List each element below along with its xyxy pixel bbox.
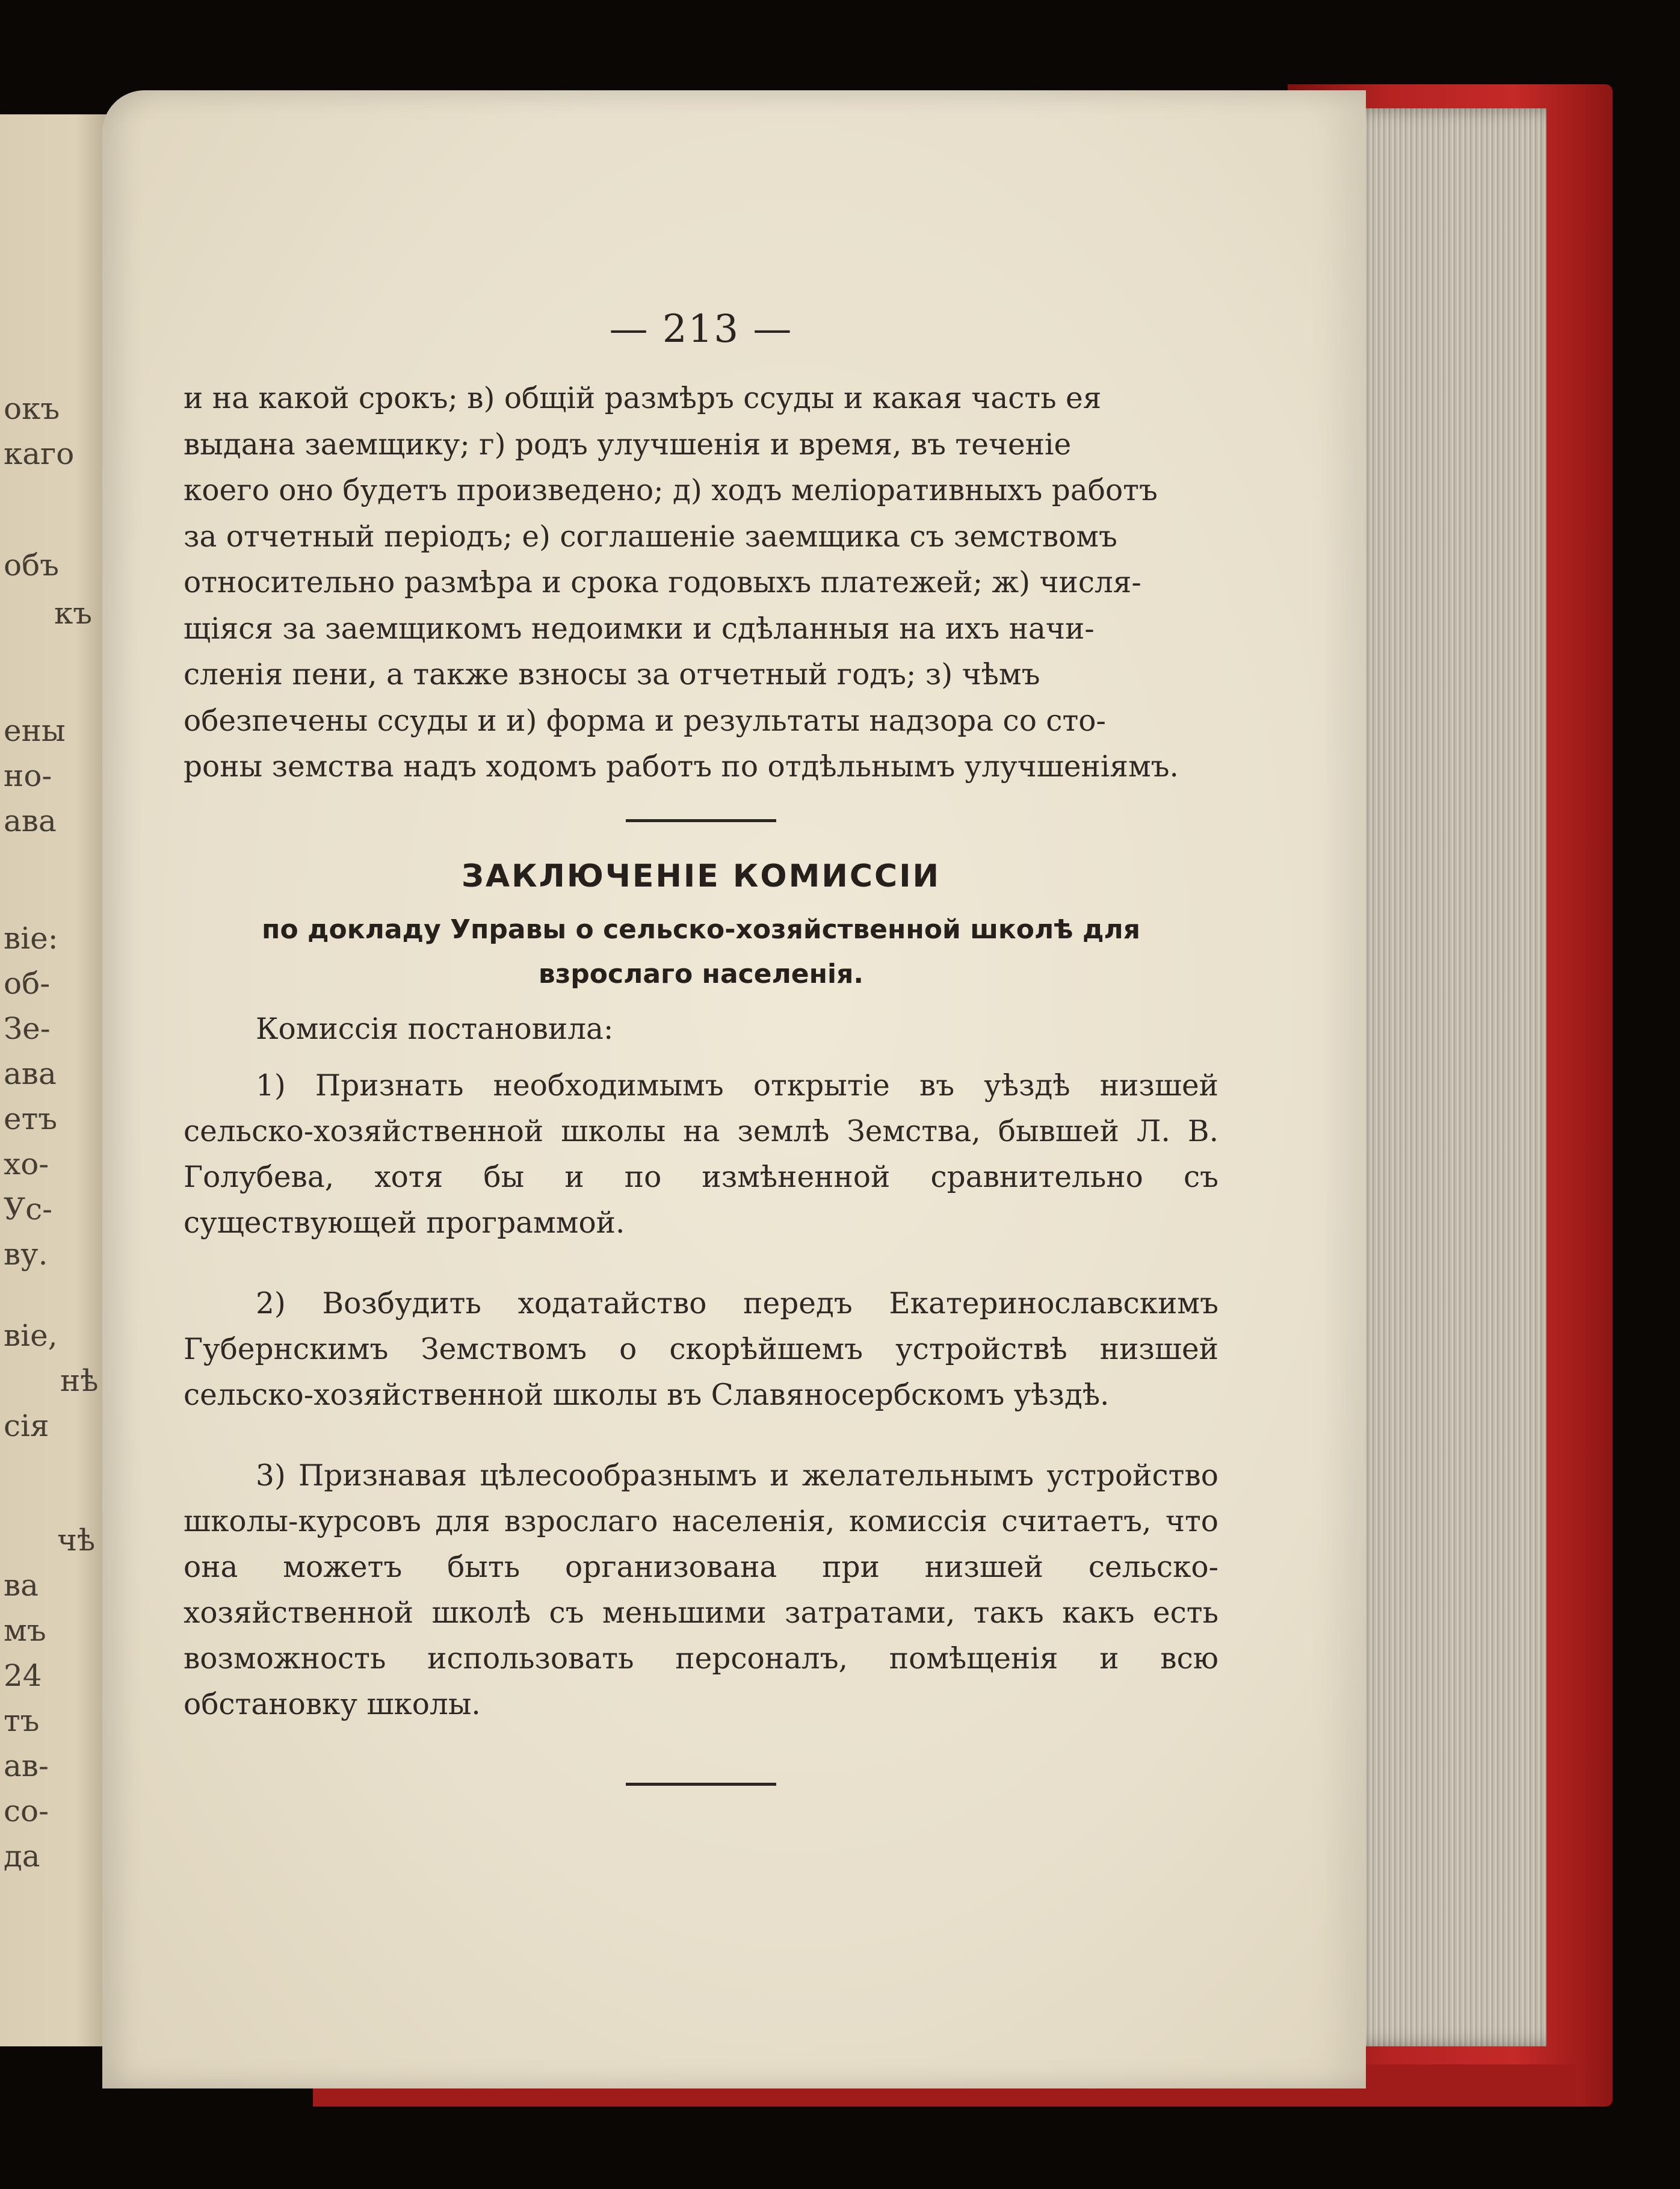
resolution-item-3: 3) Признавая цѣлесообразнымъ и желательнымъ устройство школы-курсовъ для взрослаго населенія, комиссія считаетъ, что она можетъ быть организована при низшей сельско-хозяйственной школѣ съ меньшими затратами, такъ какъ есть возможность использовать персоналъ, помѣщенія и всю обстановку школы.	[184, 1458, 1218, 1721]
end-divider	[626, 1783, 776, 1786]
page-number: — 213 —	[609, 307, 793, 351]
book-page	[102, 90, 1366, 2088]
section-subheading: по докладу Управы о сельско-хозяйственной школѣ для взрослаго населенія.	[262, 914, 1140, 989]
left-fragment: хо-	[4, 1147, 49, 1181]
paragraph-line: сленія пени, а также взносы за отчетный годъ; з) чѣмъ	[184, 658, 1040, 692]
left-fragment: віе,	[4, 1318, 58, 1353]
left-fragment: каго	[4, 436, 75, 471]
left-fragment: етъ	[4, 1101, 58, 1136]
left-fragment: сія	[4, 1408, 49, 1443]
paragraph-line: обезпечены ссуды и и) форма и результаты надзора со сто-	[184, 704, 1106, 738]
resolution-item-2: 2) Возбудить ходатайство передъ Екатеринославскимъ Губернскимъ Земствомъ о скорѣйшемъ устройствѣ низшей сельско-хозяйственной школы въ Славяносербскомъ уѣздѣ.	[184, 1286, 1218, 1412]
left-fragment: ву.	[4, 1237, 48, 1272]
paragraph-line: роны земства надъ ходомъ работъ по отдѣльнымъ улучшеніямъ.	[184, 750, 1179, 784]
left-fragment: ав-	[4, 1748, 49, 1783]
paragraph-line: коего оно будетъ произведено; д) ходъ меліоративныхъ работъ	[184, 474, 1158, 507]
left-fragment: ава	[4, 803, 57, 838]
continued-paragraph	[184, 376, 1218, 790]
left-fragment: да	[4, 1839, 40, 1874]
paragraph-line: и на какой срокъ; в) общій размѣръ ссуды и какая часть ея	[184, 382, 1102, 415]
left-fragment: Ус-	[4, 1192, 53, 1227]
left-fragment: со-	[4, 1794, 49, 1828]
left-fragment: мъ	[4, 1613, 46, 1648]
paragraph-line: выдана заемщику; г) родъ улучшенія и время, въ теченіе	[184, 427, 1072, 462]
left-fragment: Зе-	[4, 1011, 51, 1046]
left-fragment: но-	[4, 758, 52, 793]
page-edges-stack	[1348, 108, 1546, 2046]
paragraph-line: за отчетный періодъ; е) соглашеніе заемщика съ земствомъ	[184, 519, 1117, 554]
resolution-item-1: 1) Признать необходимымъ открытіе въ уѣздѣ низшей сельско-хозяйственной школы на землѣ Земства, бывшей Л. В. Голубева, хотя бы и по измѣненной сравнительно съ существующей программой.	[184, 1068, 1218, 1240]
section-heading: ЗАКЛЮЧЕНІЕ КОМИССІИ	[461, 858, 941, 894]
left-fragment: объ	[4, 548, 60, 583]
left-facing-page	[0, 114, 108, 2046]
left-fragment: нѣ	[60, 1363, 99, 1398]
left-fragment: об-	[4, 966, 51, 1001]
section-divider	[626, 819, 776, 822]
resolution-intro: Комиссія постановила:	[256, 1012, 614, 1046]
left-fragment: тъ	[4, 1703, 40, 1738]
left-fragment: къ	[54, 596, 93, 631]
left-fragment: окъ	[4, 391, 60, 426]
paragraph-line: щіяся за заемщикомъ недоимки и сдѣланныя на ихъ начи-	[184, 611, 1095, 646]
left-fragment: 24	[4, 1658, 42, 1693]
left-fragment: віе:	[4, 921, 58, 956]
left-fragment: ава	[4, 1056, 57, 1091]
left-fragment: ва	[4, 1568, 39, 1603]
left-fragment: ены	[4, 713, 66, 748]
left-fragment: чѣ	[57, 1523, 96, 1558]
paragraph-line: относительно размѣра и срока годовыхъ платежей; ж) числя-	[184, 566, 1141, 599]
page-content	[184, 307, 1218, 1786]
